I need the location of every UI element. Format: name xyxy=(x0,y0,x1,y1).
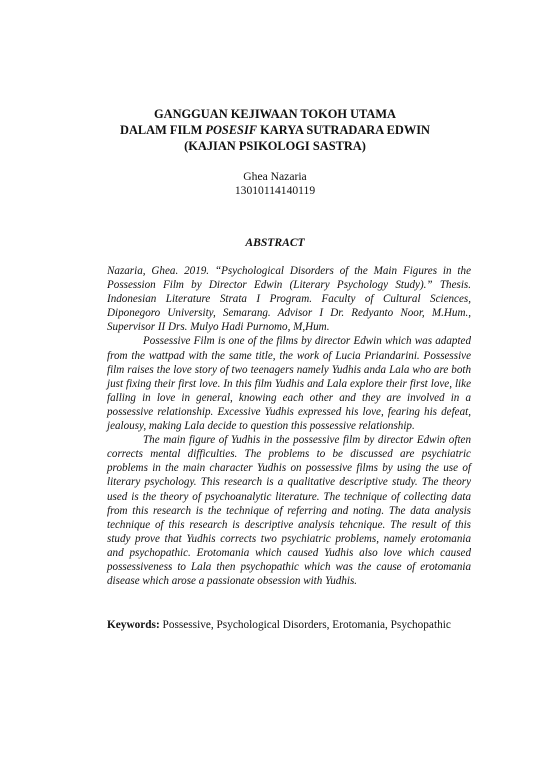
abstract-paragraph-2: The main figure of Yudhis in the possessive film by director Edwin often corrects mental difficulties. The problems to be discussed are psychiatric problems in the main character Yudhis on possessive films by using the use of literary psychology. This research is a qualitative descriptive study. The theory used is the theory of psychoanalytic literature. The technique of collecting data from this research is the technique of referring and noting. The data analysis technique of this research is descriptive analysis tehcnique. The result of this study prove that Yudhis corrects two psychiatric problems, namely erotomania and psychopathic. Erotomania which caused Yudhis also love which caused possessiveness to Lala then psychopathic which was the cause of erotomania disease which arose a passionate obsession with Yudhis. xyxy=(107,434,471,588)
title-film-name: POSESIF xyxy=(205,123,258,137)
abstract-citation: Nazaria, Ghea. 2019. “Psychological Disorders of the Main Figures in the Possession Film by Director Edwin (Literary Psychology Study).” Thesis. Indonesian Literature Strata I Program. Faculty of Cultural Sciences, Diponegoro University, Semarang. Advisor I Dr. Redyanto Noor, M.Hum., Supervisor II Drs. Mulyo Hadi Purnomo, M,Hum. xyxy=(107,265,471,334)
title-line-1: GANGGUAN KEJIWAAN TOKOH UTAMA xyxy=(154,107,396,121)
title-line-2-suffix: KARYA SUTRADARA EDWIN xyxy=(257,123,430,137)
keywords-line xyxy=(107,618,471,632)
abstract-paragraph-1: Possessive Film is one of the films by director Edwin which was adapted from the wattpad with the same title, the work of Lucia Priandarini. Possessive film raises the love story of two teenagers namely Yudhis anda Lala who are both just fixing their first love. In this film Yudhis and Lala explore their first love, like falling in love in general, knowing each other and they are involved in a possessive relationship. Excessive Yudhis expressed his love, fearing his defeat, jealousy, making Lala decide to question this possessive relationship. xyxy=(107,335,471,433)
abstract-heading: ABSTRACT xyxy=(245,236,305,249)
title-line-2 xyxy=(80,122,470,138)
paper-title xyxy=(80,106,470,154)
keywords-text: Possessive, Psychological Disorders, Erotomania, Psychopathic xyxy=(159,619,451,631)
author-name: Ghea Nazaria xyxy=(243,170,307,183)
keywords-label: Keywords: xyxy=(107,619,160,631)
abstract-body xyxy=(107,264,471,588)
student-id: 13010114140119 xyxy=(234,184,316,197)
title-line-2-prefix: DALAM FILM xyxy=(120,123,206,137)
author-block xyxy=(80,170,470,198)
title-line-3: (KAJIAN PSIKOLOGI SASTRA) xyxy=(184,139,366,153)
